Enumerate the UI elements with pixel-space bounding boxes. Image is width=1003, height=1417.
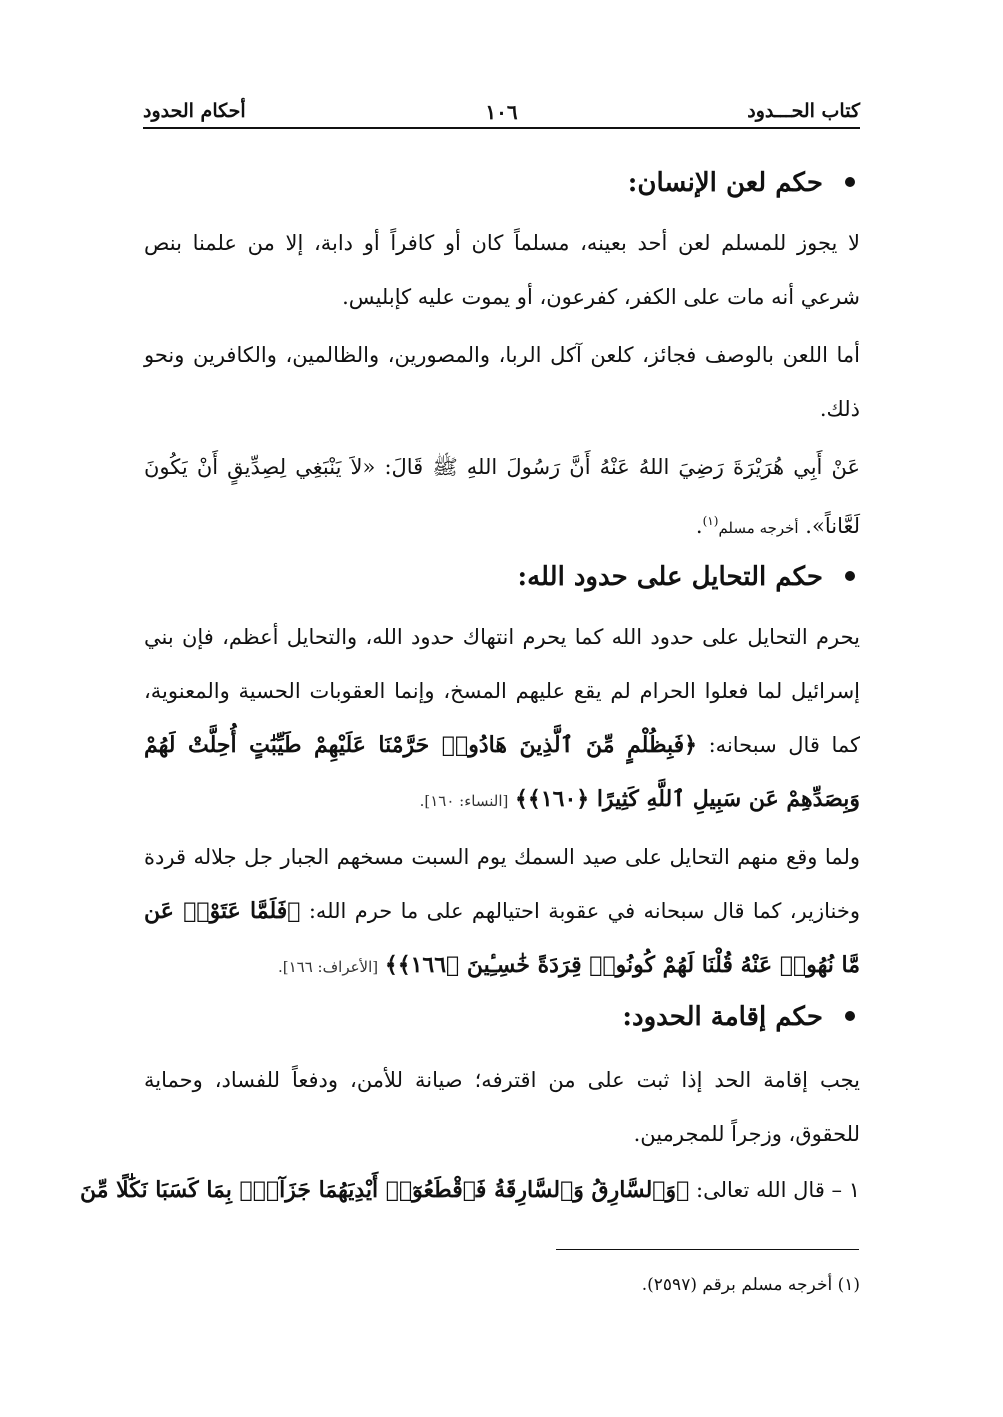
hadith-paragraph: عَنْ أَبِي هُرَيْرَةَ رَضِيَ اللهُ عَنْهُ أَنَّ رَسُولَ اللهِ ﷺ قَالَ: «لاَ يَنْبَغِي لِصِدِّيقٍ أَنْ يَكُونَ لَعَّاناً». أخرجه مسلم$^{(١)}$. (144, 455, 860, 538)
section-heading: حكم إقامة الحدود: (622, 1002, 855, 1032)
header-divider (143, 127, 860, 129)
quran-verse: ﴿وَٱلسَّارِقُ وَٱلسَّارِقَةُ فَٱقْطَعُوٓا۟ أَيْدِيَهُمَا جَزَآءًۢ بِمَا كَسَبَا نَكَٰلًا مِّنَ (79, 1177, 690, 1203)
verse-reference: [الأعراف: ١٦٦]. (277, 958, 379, 976)
footnote-marker[interactable]: (١) (702, 514, 719, 528)
hadith-text: عَنْ أَبِي هُرَيْرَةَ رَضِيَ اللهُ عَنْهُ أَنَّ رَسُولَ اللهِ ﷺ قَالَ: «لاَ يَنْبَغِي لِصِدِّيقٍ أَنْ يَكُونَ لَعَّاناً». (144, 455, 860, 538)
paragraph: يحرم التحايل على حدود الله كما يحرم انتهاك حدود الله، والتحايل أعظم، فإن بني إسرائيل لما فعلوا الحرام لم يقع عليهم المسخ، وإنما العقوبات الحسية والمعنوية، كما قال سبحانه: ﴿فَبِظُلْمٍ مِّنَ ٱلَّذِينَ هَادُوا۟ حَرَّمْنَا عَلَيْهِمْ طَيِّبَٰتٍ أُحِلَّتْ لَهُمْ وَبِصَدِّهِمْ عَن سَبِيلِ ٱللَّهِ كَثِيرًا ﴿١٦٠﴾﴾ [النساء: ١٦٠]. (144, 625, 860, 812)
section-heading: حكم التحايل على حدود الله: (518, 562, 856, 592)
bullet-icon (845, 177, 855, 187)
book-title: كتاب الحـــدود (747, 100, 860, 122)
verse-reference: [النساء: ١٦٠]. (419, 792, 509, 810)
bullet-icon (845, 571, 855, 581)
chapter-title: أحكام الحدود (143, 100, 246, 122)
section-heading: حكم لعن الإنسان: (628, 168, 855, 198)
quran-verse: ﴿فَبِظُلْمٍ مِّنَ ٱلَّذِينَ هَادُوا۟ حَرَّمْنَا عَلَيْهِمْ طَيِّبَٰتٍ أُحِلَّتْ لَهُمْ وَبِصَدِّهِمْ عَن سَبِيلِ ٱللَّهِ كَثِيرًا ﴿١٦٠﴾﴾ (144, 732, 860, 812)
numbered-item: ١ – قال الله تعالى: ﴿وَٱلسَّارِقُ وَٱلسَّارِقَةُ فَٱقْطَعُوٓا۟ أَيْدِيَهُمَا جَزَآءًۢ بِمَا كَسَبَا نَكَٰلًا مِّنَ (79, 1177, 860, 1203)
paragraph: يجب إقامة الحد إذا ثبت على من اقترفه؛ صيانة للأمن، ودفعاً للفساد، وحماية للحقوق، وزجراً للمجرمين. (144, 1068, 860, 1146)
bullet-icon (845, 1011, 855, 1021)
hadith-source: أخرجه مسلم (718, 519, 799, 537)
footnote: (١) أخرجه مسلم برقم (٢٥٩٧). (641, 1275, 860, 1295)
paragraph: أما اللعن بالوصف فجائز، كلعن آكل الربا، والمصورين، والظالمين، والكافرين ونحو ذلك. (144, 343, 860, 421)
page-number: ١٠٦ (485, 100, 518, 124)
quran-verse: ﴿فَلَمَّا عَتَوْا۟ عَن مَّا نُهُوا۟ عَنْهُ قُلْنَا لَهُمْ كُونُوا۟ قِرَدَةً خَٰسِـِٔينَ ﴿١٦٦﴾﴾ (144, 898, 860, 978)
paragraph: لا يجوز للمسلم لعن أحد بعينه، مسلماً كان أو كافراً أو دابة، إلا من علمنا بنص شرعي أنه مات على الكفر، كفرعون، أو يموت عليه كإبليس. (144, 231, 860, 309)
footnote-divider (556, 1249, 859, 1250)
paragraph: ولما وقع منهم التحايل على صيد السمك يوم السبت مسخهم الجبار جل جلاله قردة وخنازير، كما قال سبحانه في عقوبة احتيالهم على ما حرم الله: ﴿فَلَمَّا عَتَوْا۟ عَن مَّا نُهُوا۟ عَنْهُ قُلْنَا لَهُمْ كُونُوا۟ قِرَدَةً خَٰسِـِٔينَ ﴿١٦٦﴾﴾ [الأعراف: ١٦٦]. (144, 845, 860, 978)
